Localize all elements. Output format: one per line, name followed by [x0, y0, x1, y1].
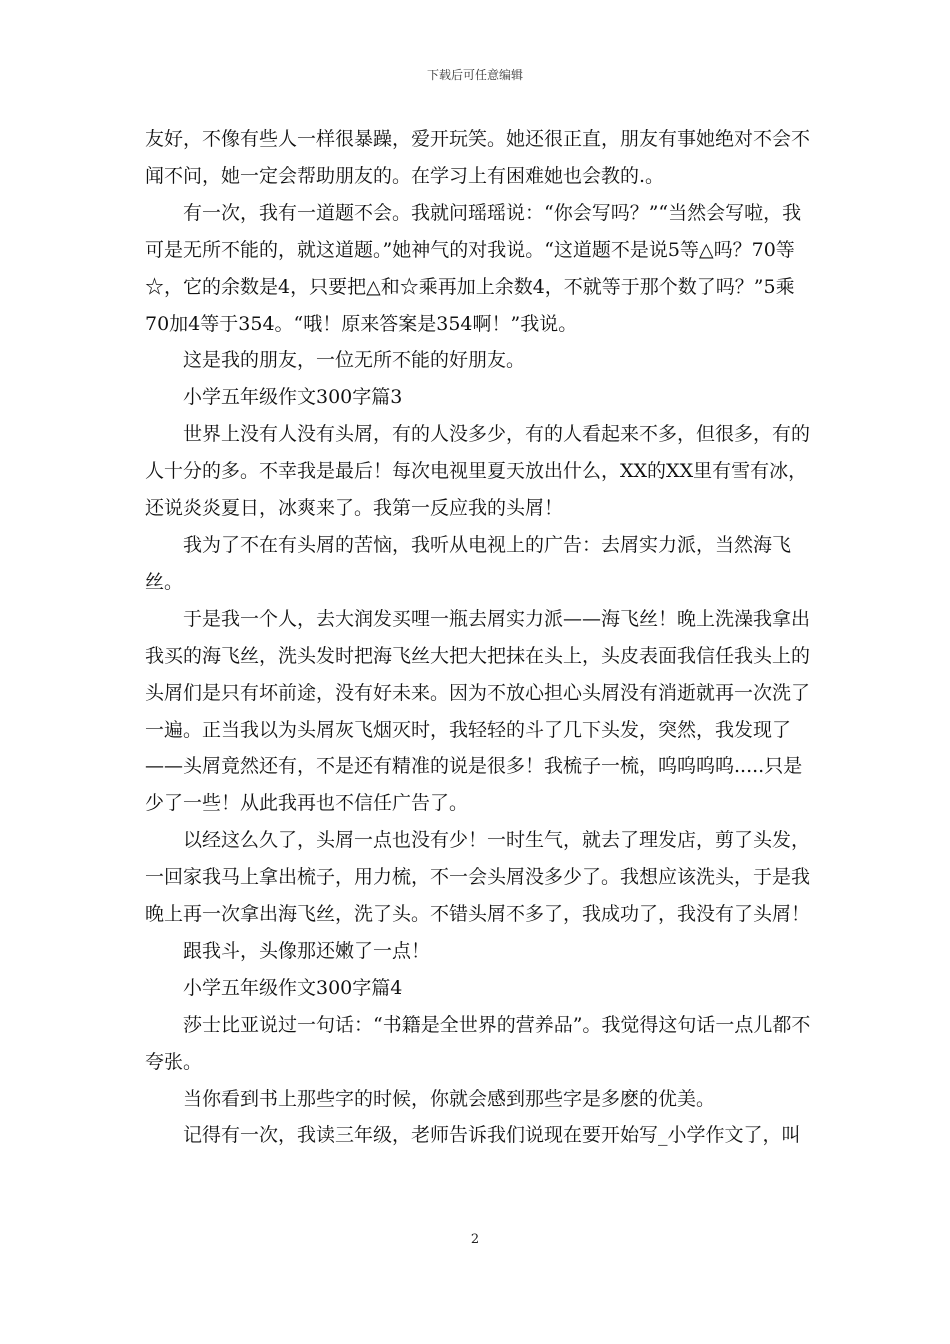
section-heading-4: 小学五年级作文300字篇4: [183, 976, 403, 999]
section-heading-3: 小学五年级作文300字篇3: [183, 386, 403, 409]
page-number: 2: [470, 1232, 480, 1247]
paragraph-1: 友好，不像有些人一样很暴躁，爱开玩笑。她还很正直，朋友有事她绝对不会不闻不问，她一定会帮助朋友的。在学习上有困难她也会教的.。: [145, 128, 811, 187]
paragraph-9: 跟我斗，头像那还嫩了一点！: [183, 939, 431, 962]
paragraph-2: 有一次，我有一道题不会。我就问瑶瑶说：“你会写吗？”“当然会写啦，我可是无所不能的，就这道题。”她神气的对我说。“这道题不是说5等△吗？70等☆，它的余数是4，只要把△和☆乘再加上余数4，不就等于那个数了吗？”5乘70加4等于354。“哦！原来答案是354啊！”我说。: [145, 201, 802, 335]
paragraph-6: 我为了不在有头屑的苦恼，我听从电视上的广告：去屑实力派，当然海飞丝。: [145, 533, 792, 593]
paragraph-11: 莎士比亚说过一句话：“书籍是全世界的营养品”。我觉得这句话一点儿都不夸张。: [145, 1013, 811, 1073]
paragraph-13: 记得有一次，我读三年级，老师告诉我们说现在要开始写_小学作文了，叫: [183, 1124, 801, 1147]
paragraph-3: 这是我的朋友，一位无所不能的好朋友。: [183, 349, 526, 372]
paragraph-8: 以经这么久了，头屑一点也没有少！一时生气，就去了理发店，剪了头发，一回家我马上拿出梳子，用力梳，不一会头屑没多少了。我想应该洗头，于是我晚上再一次拿出海飞丝，洗了头。不错头屑不多了，我成功了，我没有了头屑！: [145, 829, 811, 926]
paragraph-12: 当你看到书上那些字的时候，你就会感到那些字是多麽的优美。: [183, 1087, 716, 1110]
document-body: [145, 121, 815, 1154]
paragraph-5: 世界上没有人没有头屑，有的人没多少，有的人看起来不多，但很多，有的人十分的多。不幸我是最后！每次电视里夏天放出什么，XX的XX里有雪有冰，还说炎炎夏日，冰爽来了。我第一反应我的头屑！: [145, 423, 811, 520]
page-header: 下载后可任意编辑: [426, 68, 523, 82]
paragraph-7: 于是我一个人，去大润发买哩一瓶去屑实力派——海飞丝！晚上洗澡我拿出我买的海飞丝，洗头发时把海飞丝大把大把抹在头上，头皮表面我信任我头上的头屑们是只有坏前途，没有好未来。因为不放心担心头屑没有消逝就再一次洗了一遍。正当我以为头屑灰飞烟灭时，我轻轻的斗了几下头发，突然，我发现了——头屑竟然还有，不是还有精准的说是很多！我梳子一梳，呜呜呜呜.....只是少了一些！从此我再也不信任广告了。: [145, 607, 811, 815]
